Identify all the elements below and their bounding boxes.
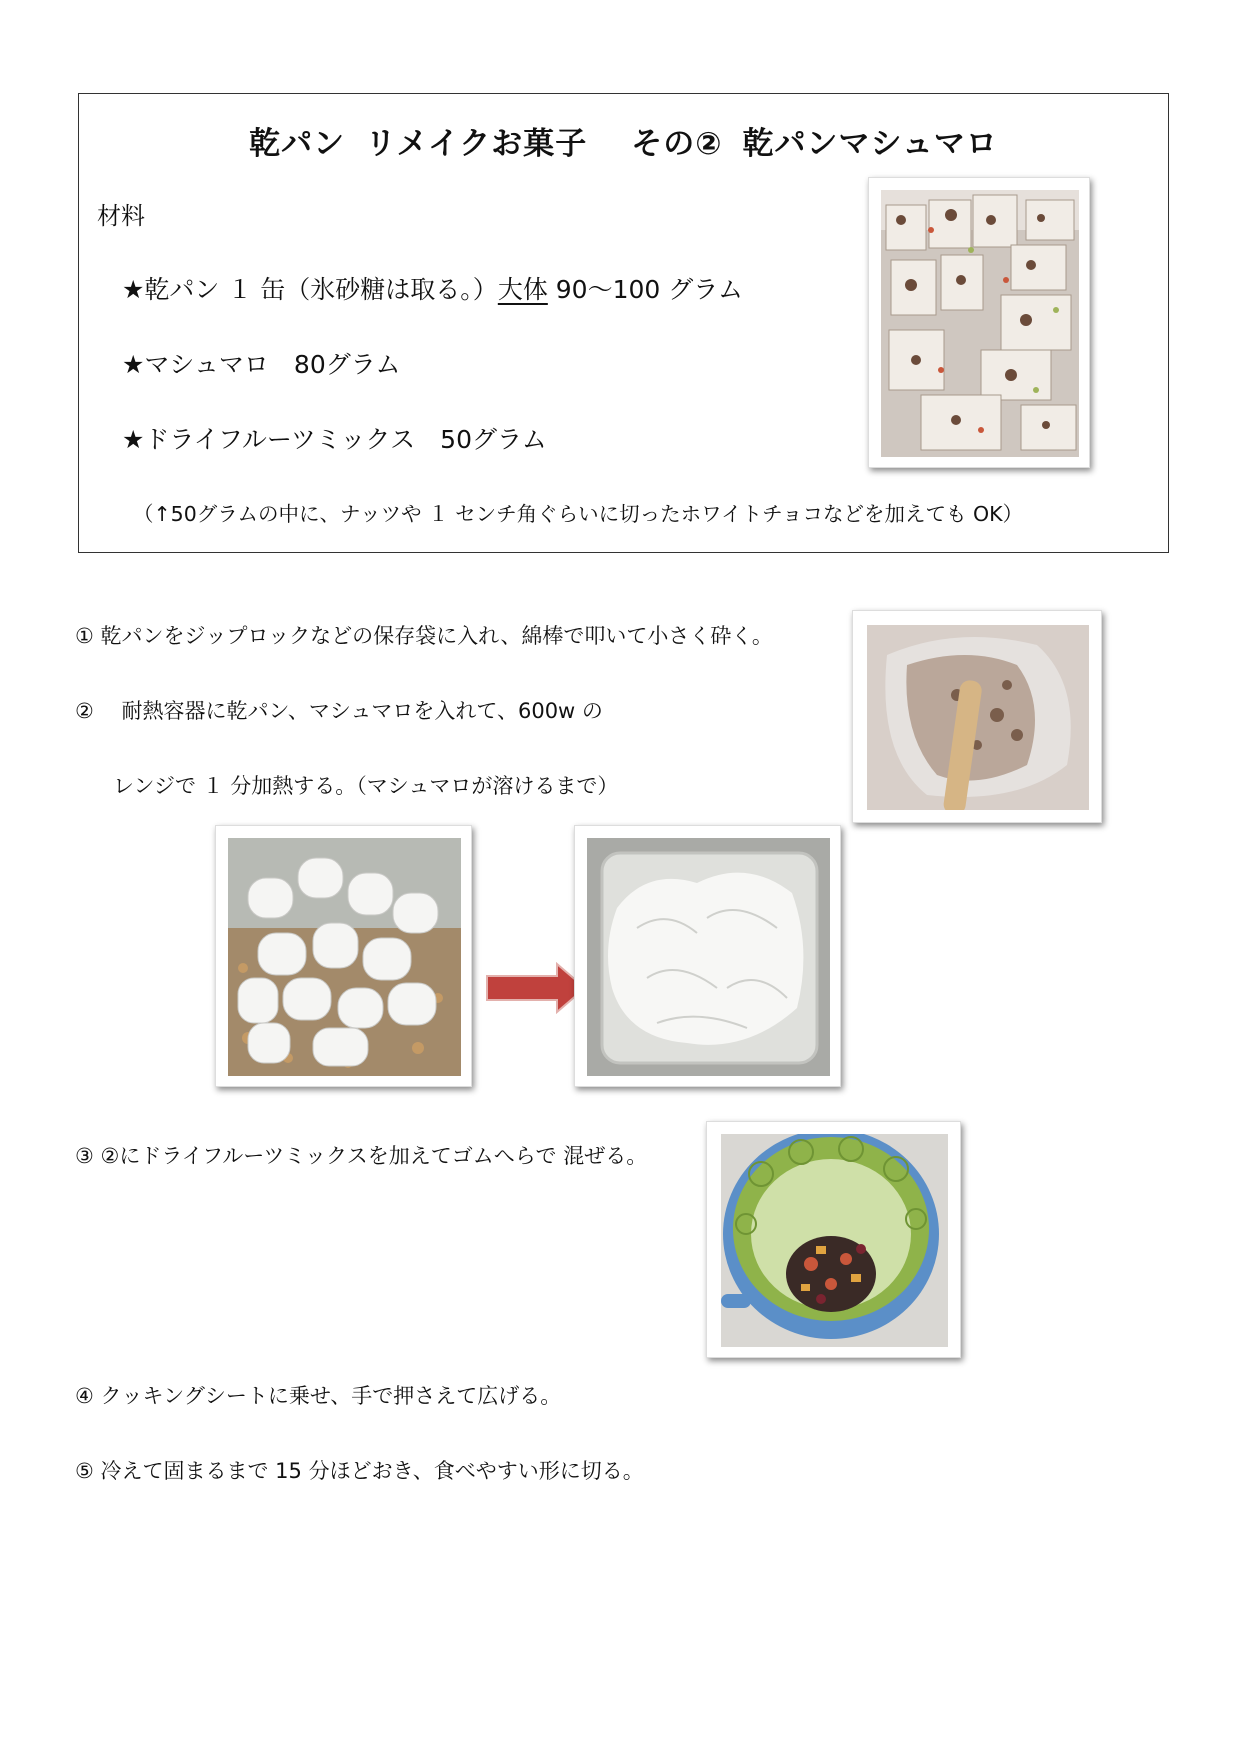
title-part-4: 乾パンマシュマロ bbox=[742, 126, 998, 162]
crushing-bag-photo bbox=[852, 610, 1102, 823]
ingredients-heading: 材料 bbox=[97, 202, 145, 230]
ingredient-marshmallow: ★マシュマロ 80グラム bbox=[122, 350, 401, 379]
dried-fruit-bowl-photo bbox=[706, 1121, 961, 1358]
step-1: ① 乾パンをジップロックなどの保存袋に入れ、綿棒で叩いて小さく砕く。 bbox=[75, 624, 773, 648]
crushing-bag-image bbox=[867, 625, 1089, 810]
title-part-2: リメイクお菓子 bbox=[365, 126, 588, 162]
ingredient-kanpan-underlined: 大体 bbox=[497, 275, 548, 304]
step-4: ④ クッキングシートに乗せ、手で押さえて広げる。 bbox=[75, 1384, 562, 1408]
melted-marshmallows-image bbox=[587, 838, 830, 1076]
title-part-1: 乾パン bbox=[249, 126, 346, 162]
ingredient-kanpan bbox=[122, 270, 743, 306]
dried-fruit-bowl-image bbox=[721, 1134, 948, 1347]
ingredient-kanpan-amount: 90～100 グラム bbox=[547, 275, 744, 304]
ingredient-dried-fruit: ★ドライフルーツミックス 50グラム bbox=[122, 425, 547, 454]
title-part-3: その② bbox=[631, 126, 723, 162]
marshmallows-before-photo bbox=[215, 825, 472, 1087]
step-5: ⑤ 冷えて固まるまで 15 分ほどおき、食べやすい形に切る。 bbox=[75, 1459, 644, 1483]
ingredient-kanpan-text: ★乾パン １ 缶（氷砂糖は取る。） bbox=[122, 275, 498, 304]
step-3: ③ ②にドライフルーツミックスを加えてゴムへらで 混ぜる。 bbox=[75, 1144, 648, 1168]
finished-bars-image bbox=[881, 190, 1079, 457]
marshmallows-before-image bbox=[228, 838, 461, 1076]
melted-marshmallows-photo bbox=[574, 825, 841, 1087]
step-2-line-1: ② 耐熱容器に乾パン、マシュマロを入れて、600w の bbox=[75, 699, 603, 723]
ingredients-note: （↑50グラムの中に、ナッツや １ センチ角ぐらいに切ったホワイトチョコなどを加えても OK） bbox=[133, 502, 1024, 526]
finished-bars-photo bbox=[868, 177, 1090, 468]
page-title bbox=[78, 118, 1169, 163]
step-2-line-2: レンジで １ 分加熱する。（マシュマロが溶けるまで） bbox=[113, 774, 619, 798]
